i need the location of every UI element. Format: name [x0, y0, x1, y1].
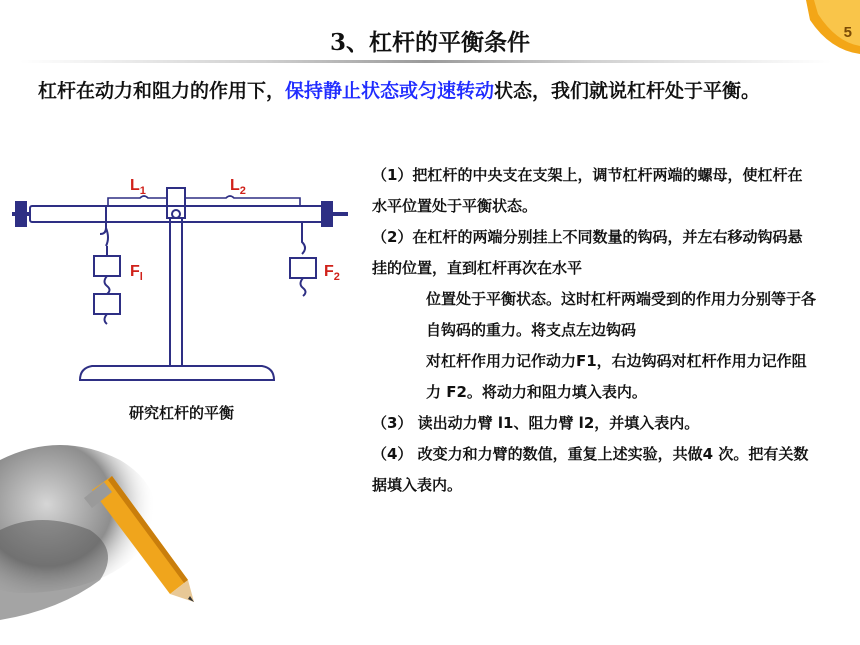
procedure-steps	[372, 160, 817, 501]
step-3: （3） 读出动力臂 l1、阻力臂 l2，并填入表内。	[372, 414, 700, 432]
intro-paragraph	[38, 74, 798, 108]
right-weight	[290, 258, 316, 278]
intro-text-1: 杠杆在动力和阻力的作用下，	[38, 80, 286, 102]
intro-text-2: 状态，我们就说杠杆处于平衡。	[494, 80, 761, 102]
pivot-icon	[172, 210, 180, 218]
label-f2: $F_2$	[324, 263, 340, 283]
step-2-cont2: 对杠杆作用力记作动力F1，右边钩码对杠杆作用力记作阻力 F2。将动力和阻力填入表内。	[426, 352, 807, 401]
step-1: （1）把杠杆的中央支在支架上，调节杠杆两端的螺母，使杠杆在水平位置处于平衡状态。	[372, 166, 803, 215]
label-f1: $F_l$	[130, 263, 143, 283]
left-weight-1	[94, 256, 120, 276]
left-weight-2	[94, 294, 120, 314]
stand-base	[80, 366, 274, 380]
page-number: 5	[843, 24, 852, 41]
label-l1: $L_1$	[130, 177, 146, 197]
title-divider	[20, 60, 832, 63]
lever-diagram	[10, 168, 355, 398]
step-4: （4） 改变力和力臂的数值，重复上述实验，共做4 次。把有关数据填入表内。	[372, 445, 809, 494]
step-2-cont: 位置处于平衡状态。这时杠杆两端受到的作用力分别等于各自钩码的重力。将支点左边钩码	[426, 290, 817, 339]
pivot-housing	[167, 188, 185, 218]
page-title: 3、杠杆的平衡条件	[329, 29, 530, 56]
pencil-hand-image	[0, 420, 320, 645]
diagram-caption: 研究杠杆的平衡	[129, 404, 235, 422]
label-l2: $L_2$	[230, 177, 246, 197]
intro-highlight: 保持静止状态或匀速转动	[285, 80, 495, 102]
step-2: （2）在杠杆的两端分别挂上不同数量的钩码，并左右移动钩码悬挂的位置，直到杠杆再次在水平	[372, 228, 803, 277]
